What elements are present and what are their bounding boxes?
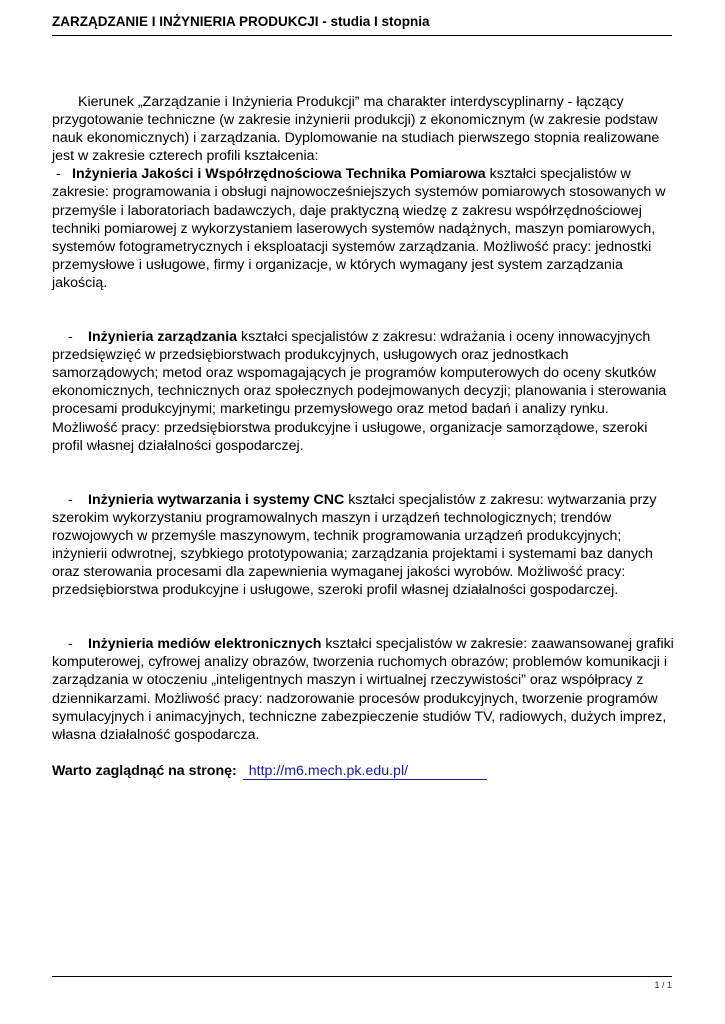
intro-paragraph: Kierunek „Zarządzanie i Inżynieria Produkcji” ma charakter interdyscyplinarny - łączący przygotowanie techniczne (w zakresie inżynierii produkcji) z ekonomicznym (w zakresie podstaw nauk ekonomicznych) i zarządzania. Dyplomowanie na studiach pierwszego stopnia realizowane jest w zakresie czterech profili kształcenia:	[52, 94, 660, 165]
profile-name: Inżynieria Jakości i Współrzędnościowa Technika Pomiarowa	[72, 166, 486, 183]
profile-description: kształci specjalistów w zakresie: zaawansowanej grafiki komputerowej, cyfrowej analizy obrazów, tworzenia ruchomych obrazów; problemów komunikacji i zarządzania w otoczeniu „inteligentnych maszyn i wirtualnej rzeczywistości” oraz współpracy z dziennikarzami. Możliwość pracy: nadzorowanie procesów produkcyjnych, tworzenie programów symulacyjnych i animacyjnych, techniczne zabezpieczenie studiów TV, radiowych, dużych imprez, własna działalność gospodarcza.	[52, 636, 674, 743]
page-header	[52, 13, 672, 36]
profile-name: Inżynieria mediów elektronicznych	[88, 636, 322, 653]
list-dash: -	[56, 166, 61, 183]
profile-description: kształci specjalistów z zakresu: wytwarzania przy szerokim wykorzystaniu programowalnych maszyn i urządzeń technologicznych; trendów rozwojowych w przemyśle maszynowym, technik programowania urządzeń produkcyjnych; inżynierii odwrotnej, szybkiego prototypowania; zarządzania projektami i systemami baz danych oraz sterowania procesami dla zapewnienia wymaganej jakości wyrobów. Możliwość pracy: przedsiębiorstwa produkcyjne i usługowe, szeroki profil własnej działalności gospodarczej.	[52, 491, 657, 599]
profile-description: kształci specjalistów w zakresie: programowania i obsługi najnowocześniejszych systemów pomiarowych stosowanych w przemyśle i laboratoriach badawczych, daje praktyczną wiedzę z zakresu współrzędnościowej techniki pomiarowej z wykorzystaniem laserowych systemów nadążnych, maszyn pomiarowych, systemów fotogrametrycznych i eksploatacji systemów zarządzania. Możliwość pracy: jednostki przemysłowe i usługowe, firmy i organizacje, w których wymagany jest system zarządzania jakością.	[52, 166, 666, 291]
profile-description: kształci specjalistów z zakresu: wdrażania i oceny innowacyjnych przedsięwzięć w przedsiębiorstwach produkcyjnych, usługowych oraz jednostkach samorządowych; metod oraz wspomagających je programów komputerowych do oceny skutków ekonomicznych, technicznych oraz społecznych podejmowanych decyzji; planowania i sterowania procesami produkcyjnymi; marketingu przemysłowego oraz metod badań i analizy rynku. Możliwość pracy: przedsiębiorstwa produkcyjne i usługowe, organizacje samorządowe, szeroki profil własnej działalności gospodarczej.	[52, 329, 667, 454]
list-dash: -	[68, 636, 73, 653]
profile-name: Inżynieria zarządzania	[88, 329, 238, 346]
list-dash: -	[68, 329, 73, 346]
page-footer	[52, 976, 672, 990]
website-line	[52, 762, 674, 780]
page-title: ZARZĄDZANIE I INŻYNIERIA PRODUKCJI - studia I stopnia	[52, 14, 430, 29]
page-number: 1 / 1	[654, 980, 672, 990]
document-body	[52, 93, 674, 780]
profile-name: Inżynieria wytwarzania i systemy CNC	[88, 491, 345, 508]
website-label: Warto zaglądnąć na stronę:	[52, 762, 237, 779]
profile-quality-engineering	[52, 165, 674, 292]
profile-electronic-media	[52, 635, 674, 744]
profile-manufacturing-cnc	[52, 491, 674, 600]
profile-management-engineering	[52, 328, 674, 455]
list-dash: -	[68, 491, 73, 508]
website-link[interactable]: http://m6.mech.pk.edu.pl/	[243, 764, 487, 780]
